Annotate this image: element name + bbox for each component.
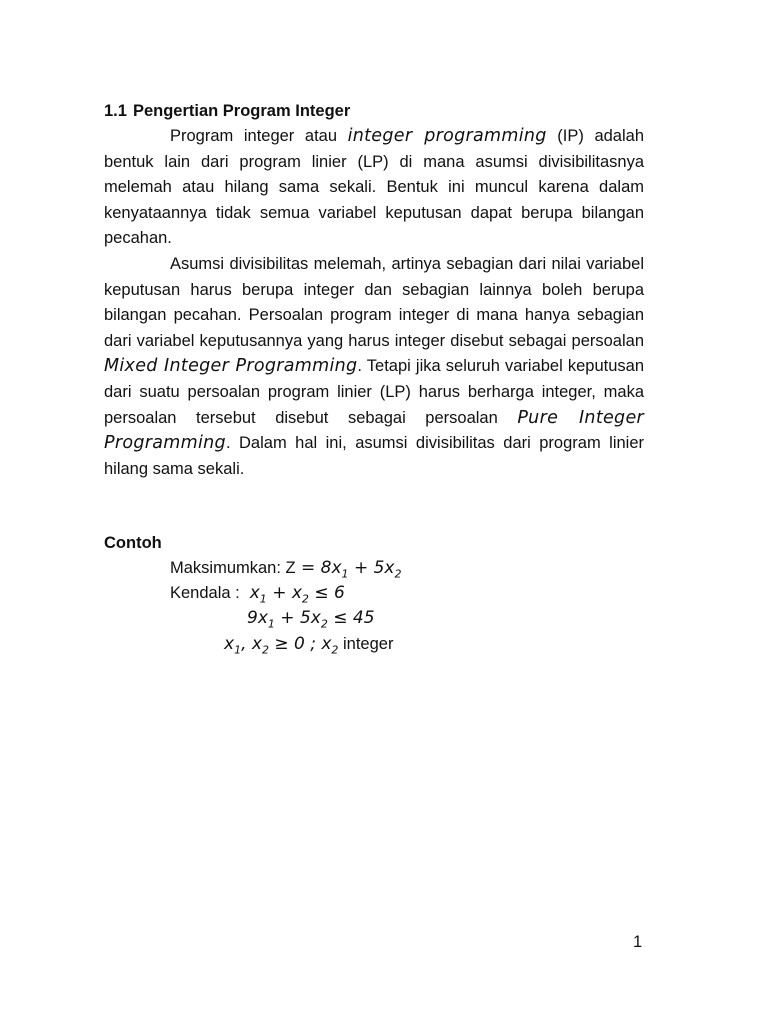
paragraph-definition (104, 124, 644, 252)
constraint-line-3 (224, 632, 393, 662)
italic-term: Pure Integer Programming (104, 407, 645, 454)
section-title: Pengertian Program Integer (132, 102, 351, 120)
integer-label: integer (338, 635, 394, 653)
paragraph-text: Program integer atau (170, 127, 348, 145)
paragraph-types (104, 252, 644, 482)
objective-expression: = $8x_1 + 5x_2$ (295, 558, 402, 581)
constraint-expression-1: $x_1 + x_2 \le 6$ (249, 583, 345, 606)
constraint-expression-3: $x_1$, $x_2 \ge 0$ ; $x_2$ (224, 634, 339, 657)
constraints-label: Kendala : (170, 584, 240, 602)
constraint-expression-2: $9x_1 + 5x_2 \le 45$ (247, 608, 375, 631)
section-number: 1.1 (104, 102, 127, 120)
section-heading (104, 100, 350, 122)
page-number: 1 (633, 933, 643, 951)
paragraph-text: . Tetapi jika seluruh variabel keputusan dari suatu persoalan program linier (LP) harus berharga integer, maka persoalan tersebut disebut sebagai persoalan (104, 357, 644, 427)
objective-label: Maksimumkan: Z (170, 559, 296, 577)
italic-term: Mixed Integer Programming (104, 356, 358, 377)
italic-term: integer programming (347, 126, 547, 146)
paragraph-text: Asumsi divisibilitas melemah, artinya sebagian dari nilai variabel keputusan harus berupa integer dan sebagian lainnya boleh berupa bilangan pecahan. Persoalan program integer di mana hanya sebagian dari variabel keputusannya yang harus integer disebut sebagai persoalan (104, 255, 644, 350)
example-title: Contoh (104, 534, 162, 552)
paragraph-text: (IP) adalah bentuk lain dari program linier (LP) di mana asumsi divisibilitasnya melemah atau hilang sama sekali. Bentuk ini muncul karena dalam kenyataannya tidak semua variabel keputusan dapat berupa bilangan pecahan. (104, 127, 644, 248)
paragraph-text: . Dalam hal ini, asumsi divisibilitas dari program linier hilang sama sekali. (104, 434, 644, 478)
